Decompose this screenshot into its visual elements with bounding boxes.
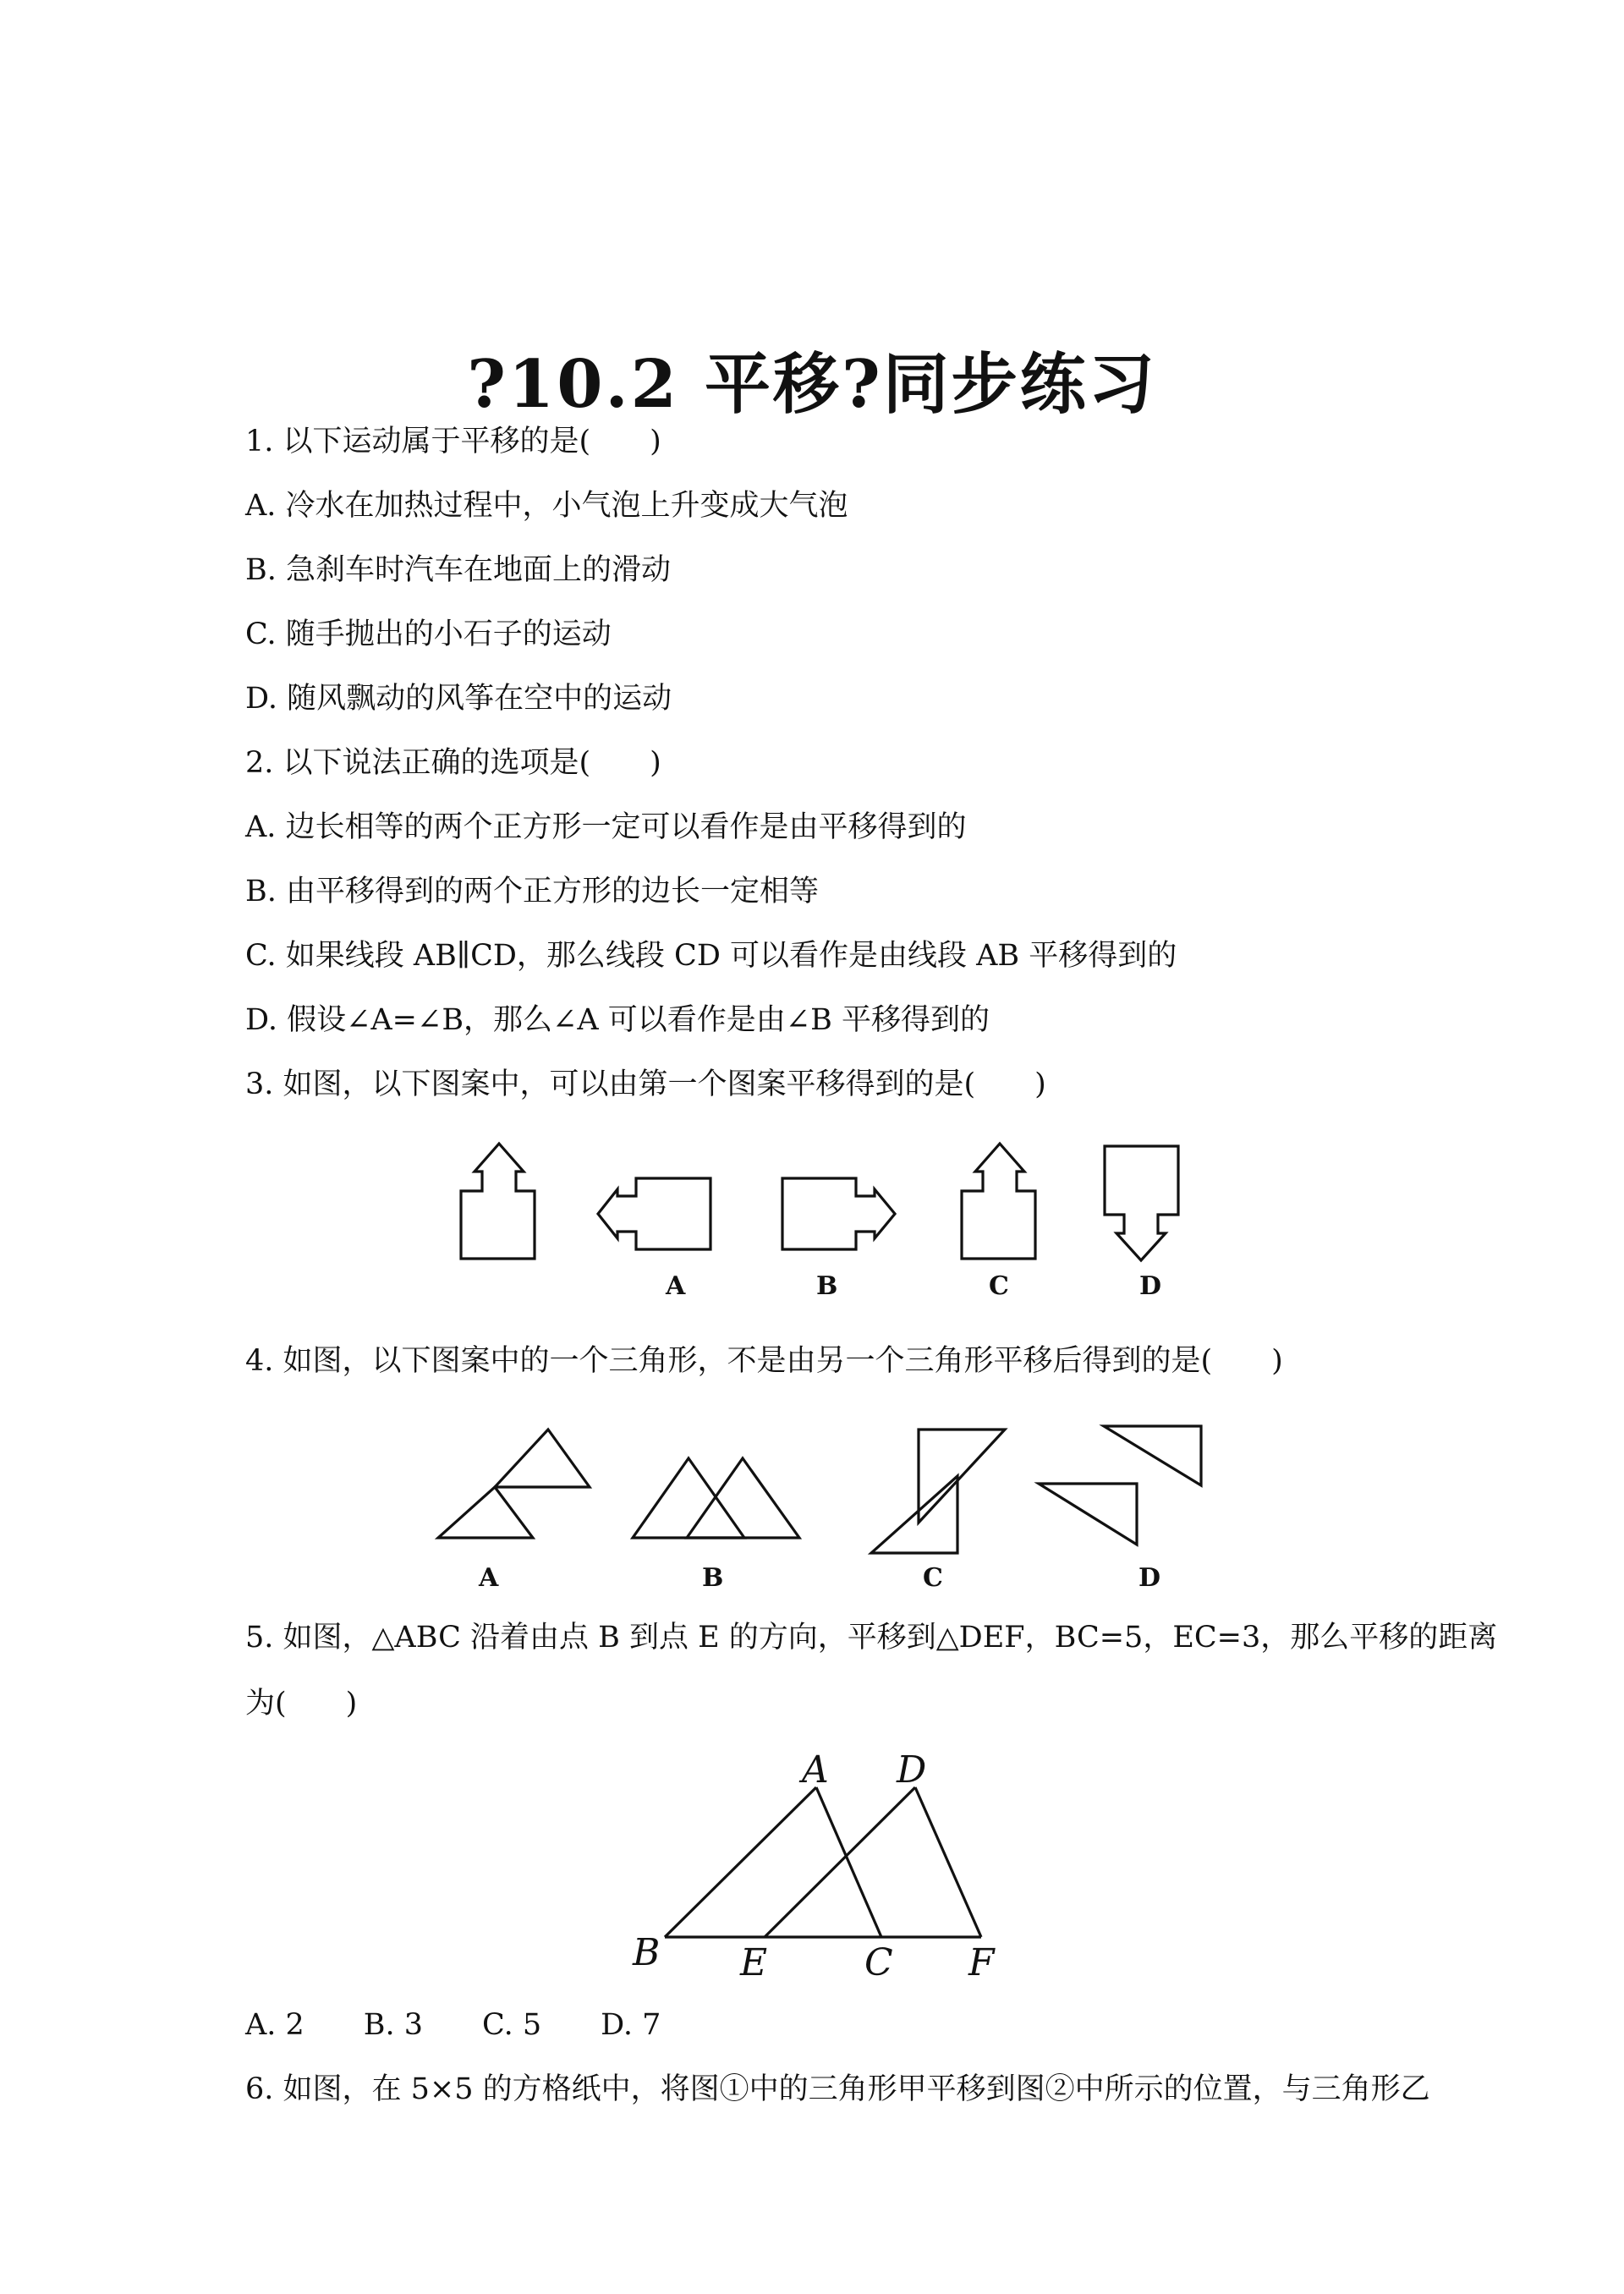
q1-option-b: B. 急刹车时汽车在地面上的滑动 (245, 553, 671, 587)
q5-point-f: F (968, 1941, 995, 1984)
q4-label-a: A (479, 1563, 499, 1593)
q5-stem-line2: 为( ) (245, 1687, 358, 1720)
q3-stem: 3. 如图，以下图案中，可以由第一个图案平移得到的是( ) (245, 1067, 1046, 1101)
q4-label-c: C (923, 1563, 943, 1593)
q2-option-d: D. 假设∠A=∠B，那么∠A 可以看作是由∠B 平移得到的 (245, 1003, 990, 1037)
q2-option-b: B. 由平移得到的两个正方形的边长一定相等 (245, 875, 819, 908)
q4-label-b: B (702, 1563, 724, 1593)
q3-label-c: C (989, 1271, 1009, 1301)
q5-side-df (915, 1787, 981, 1937)
q5-point-d: D (897, 1748, 927, 1792)
q5-point-c: C (864, 1941, 893, 1984)
q5-side-ac (816, 1787, 881, 1937)
q5-point-b: B (633, 1931, 661, 1974)
q1-option-d: D. 随风飘动的风筝在空中的运动 (245, 682, 672, 716)
page-title: ?10.2 平移?同步练习 (467, 346, 1157, 423)
q5-point-e: E (740, 1941, 768, 1984)
q1-option-a: A. 冷水在加热过程中，小气泡上升变成大气泡 (245, 489, 848, 523)
q5-side-ba (665, 1787, 816, 1937)
q5-stem-line1: 5. 如图，△ABC 沿着由点 B 到点 E 的方向，平移到△DEF，BC=5，EC=3，那么平移的距离 (245, 1621, 1498, 1655)
q1-stem: 1. 以下运动属于平移的是( ) (245, 425, 661, 458)
q4-stem: 4. 如图，以下图案中的一个三角形，不是由另一个三角形平移后得到的是( ) (245, 1344, 1283, 1378)
q2-option-c: C. 如果线段 AB∥CD，那么线段 CD 可以看作是由线段 AB 平移得到的 (245, 939, 1177, 973)
q3-label-d: D (1139, 1271, 1162, 1301)
q6-stem: 6. 如图，在 5×5 的方格纸中，将图①中的三角形甲平移到图②中所示的位置，与三角形乙 (245, 2072, 1430, 2106)
q1-option-c: C. 随手抛出的小石子的运动 (245, 617, 612, 651)
q4-label-d: D (1138, 1563, 1161, 1593)
q2-option-a: A. 边长相等的两个正方形一定可以看作是由平移得到的 (245, 810, 967, 844)
q5-side-ed (765, 1787, 915, 1937)
q2-stem: 2. 以下说法正确的选项是( ) (245, 746, 661, 780)
q5-point-a: A (802, 1748, 829, 1792)
q3-label-b: B (816, 1271, 838, 1301)
q3-label-a: A (666, 1271, 686, 1301)
q5-options: A. 2 B. 3 C. 5 D. 7 (245, 2008, 661, 2042)
